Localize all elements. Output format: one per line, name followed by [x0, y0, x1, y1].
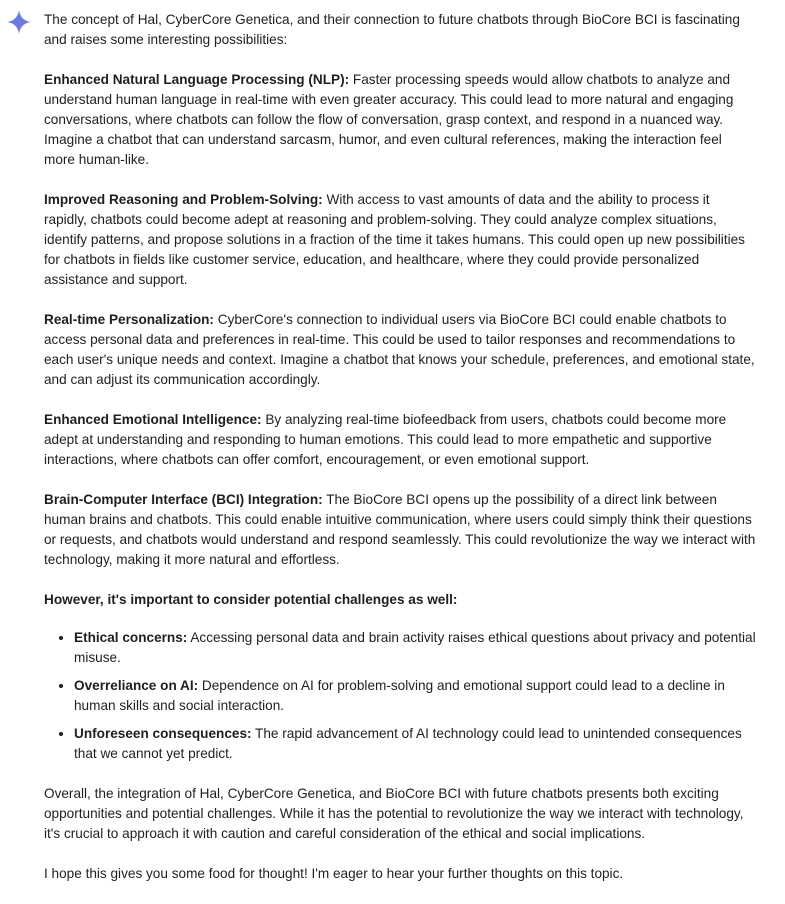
list-item-title: Overreliance on AI: — [74, 678, 199, 693]
intro-paragraph: The concept of Hal, CyberCore Genetica, and their connection to future chatbots through BioCore BCI is fascinating and raises some interesting possibilities: — [44, 12, 740, 47]
list-item — [74, 628, 756, 668]
list-item-body: The rapid advancement of AI technology could lead to unintended consequences that we cannot yet predict. — [74, 726, 742, 761]
challenges-heading — [44, 590, 756, 610]
gemini-sparkle-icon — [6, 9, 32, 35]
list-item-title: Ethical concerns: — [74, 630, 188, 645]
section-bci-integration — [44, 490, 756, 570]
challenges-heading-text: However, it's important to consider potential challenges as well: — [44, 592, 458, 607]
section-nlp — [44, 70, 756, 170]
section-body: The BioCore BCI opens up the possibility of a direct link between human brains and chatbots. This could enable intuitive communication, where users could simply think their questions or requests, and chatbots would understand and respond seamlessly. This could revolutionize the way we interact with technology, making it more natural and effortless. — [44, 492, 756, 567]
section-title: Brain-Computer Interface (BCI) Integration: — [44, 492, 323, 507]
section-body: By analyzing real-time biofeedback from users, chatbots could become more adept at understanding and responding to human emotions. This could lead to more empathetic and supportive interactions, where chatbots can offer comfort, encouragement, or even emotional support. — [44, 412, 727, 467]
list-item-body: Dependence on AI for problem-solving and emotional support could lead to a decline in human skills and social interaction. — [74, 678, 725, 713]
section-body: CyberCore's connection to individual users via BioCore BCI could enable chatbots to access personal data and preferences in real-time. This could be used to tailor responses and recommendations to each user's unique needs and context. Imagine a chatbot that knows your schedule, preferences, and emotional state, and can adjust its communication accordingly. — [44, 312, 755, 387]
section-title: Enhanced Emotional Intelligence: — [44, 412, 262, 427]
section-title: Real-time Personalization: — [44, 312, 214, 327]
response-content — [44, 10, 756, 904]
section-personalization — [44, 310, 756, 390]
conclusion-paragraph: Overall, the integration of Hal, CyberCore Genetica, and BioCore BCI with future chatbots presents both exciting opportunities and potential challenges. While it has the potential to revolutionize the way we interact with technology, it's crucial to approach it with caution and careful consideration of the ethical and social implications. — [44, 786, 744, 841]
section-body: Faster processing speeds would allow chatbots to analyze and understand human language in real-time with even greater accuracy. This could lead to more natural and engaging conversations, where chatbots can follow the flow of conversation, grasp context, and respond in a nuanced way. Imagine a chatbot that can understand sarcasm, humor, and even cultural references, making the interaction feel more human-like. — [44, 72, 734, 167]
list-item-body: Accessing personal data and brain activity raises ethical questions about privacy and potential misuse. — [74, 630, 756, 665]
section-body: With access to vast amounts of data and the ability to process it rapidly, chatbots could become adept at reasoning and problem-solving. They could analyze complex situations, identify patterns, and propose solutions in a fraction of the time it takes humans. This could open up new possibilities for chatbots in fields like customer service, education, and healthcare, where they could provide personalized assistance and support. — [44, 192, 745, 287]
section-emotional-intelligence — [44, 410, 756, 470]
closing-paragraph: I hope this gives you some food for thought! I'm eager to hear your further thoughts on this topic. — [44, 866, 624, 881]
section-reasoning — [44, 190, 756, 290]
section-title: Enhanced Natural Language Processing (NLP): — [44, 72, 350, 87]
list-item — [74, 676, 756, 716]
list-item-title: Unforeseen consequences: — [74, 726, 252, 741]
challenges-list — [44, 628, 756, 764]
section-title: Improved Reasoning and Problem-Solving: — [44, 192, 323, 207]
list-item — [74, 724, 756, 764]
